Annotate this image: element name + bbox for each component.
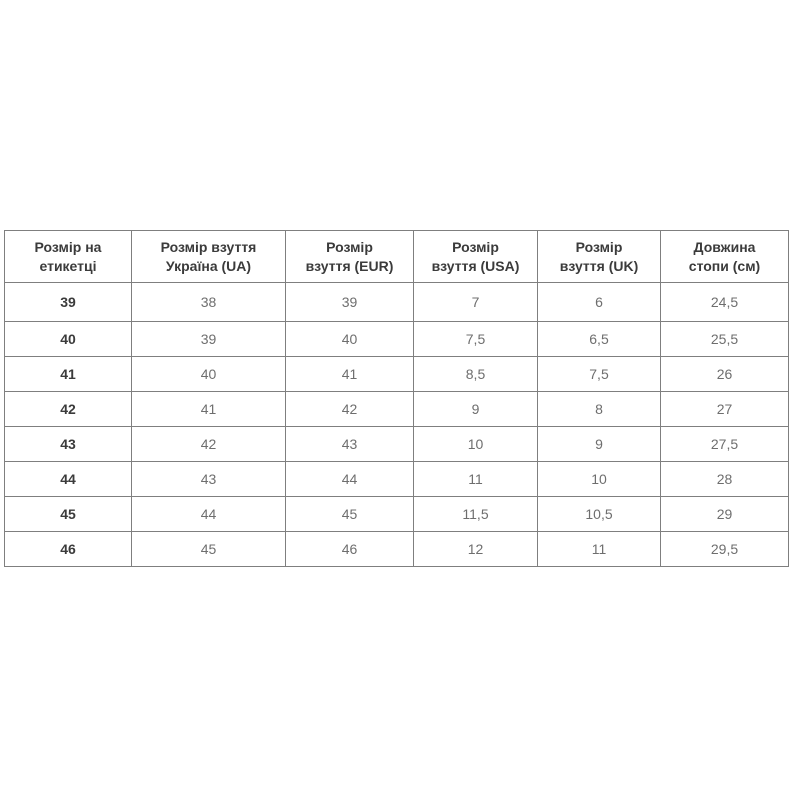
column-header-4 <box>414 231 538 283</box>
table-row <box>5 532 789 567</box>
size-value-cell: 10,5 <box>538 497 661 532</box>
label-size-cell: 39 <box>5 283 132 322</box>
size-value-cell: 44 <box>286 462 414 497</box>
table-row <box>5 283 789 322</box>
column-header-3 <box>286 231 414 283</box>
table-row <box>5 392 789 427</box>
size-value-cell: 45 <box>286 497 414 532</box>
column-header-5 <box>538 231 661 283</box>
size-value-cell: 24,5 <box>661 283 789 322</box>
column-header-line: етикетці <box>39 257 97 274</box>
size-value-cell: 12 <box>414 532 538 567</box>
column-header-line: взуття (EUR) <box>305 257 394 274</box>
size-value-cell: 7,5 <box>538 357 661 392</box>
label-size-cell: 44 <box>5 462 132 497</box>
table-row <box>5 357 789 392</box>
label-size-cell: 43 <box>5 427 132 462</box>
size-value-cell: 41 <box>132 392 286 427</box>
size-value-cell: 10 <box>414 427 538 462</box>
column-header-line: взуття (USA) <box>431 257 520 274</box>
size-value-cell: 28 <box>661 462 789 497</box>
column-header-line: стопи (см) <box>688 257 761 274</box>
column-header-line: Розмір <box>575 238 623 255</box>
size-value-cell: 42 <box>132 427 286 462</box>
table-row <box>5 322 789 357</box>
size-value-cell: 45 <box>132 532 286 567</box>
column-header-line: взуття (UK) <box>559 257 639 274</box>
table-row <box>5 462 789 497</box>
size-value-cell: 6,5 <box>538 322 661 357</box>
size-value-cell: 27,5 <box>661 427 789 462</box>
column-header-1 <box>5 231 132 283</box>
size-value-cell: 10 <box>538 462 661 497</box>
size-value-cell: 40 <box>132 357 286 392</box>
column-header-line: Розмір <box>452 238 499 255</box>
table-row <box>5 427 789 462</box>
size-value-cell: 7,5 <box>414 322 538 357</box>
label-size-cell: 42 <box>5 392 132 427</box>
size-value-cell: 26 <box>661 357 789 392</box>
size-value-cell: 7 <box>414 283 538 322</box>
column-header-line: Розмір на <box>34 238 102 255</box>
column-header-2 <box>132 231 286 283</box>
size-value-cell: 43 <box>286 427 414 462</box>
label-size-cell: 41 <box>5 357 132 392</box>
label-size-cell: 45 <box>5 497 132 532</box>
table-body <box>5 283 789 567</box>
size-value-cell: 11,5 <box>414 497 538 532</box>
column-header-6 <box>661 231 789 283</box>
size-value-cell: 25,5 <box>661 322 789 357</box>
size-value-cell: 8 <box>538 392 661 427</box>
shoe-size-conversion-table <box>4 230 789 567</box>
header-row <box>5 231 789 283</box>
size-value-cell: 11 <box>414 462 538 497</box>
size-value-cell: 40 <box>286 322 414 357</box>
size-value-cell: 43 <box>132 462 286 497</box>
size-value-cell: 11 <box>538 532 661 567</box>
size-value-cell: 38 <box>132 283 286 322</box>
size-value-cell: 27 <box>661 392 789 427</box>
size-value-cell: 46 <box>286 532 414 567</box>
size-value-cell: 29 <box>661 497 789 532</box>
size-value-cell: 29,5 <box>661 532 789 567</box>
size-value-cell: 39 <box>286 283 414 322</box>
size-value-cell: 9 <box>414 392 538 427</box>
label-size-cell: 40 <box>5 322 132 357</box>
column-header-line: Довжина <box>693 238 756 255</box>
size-value-cell: 8,5 <box>414 357 538 392</box>
size-value-cell: 39 <box>132 322 286 357</box>
size-value-cell: 42 <box>286 392 414 427</box>
table-head <box>5 231 789 283</box>
column-header-line: Розмір <box>326 238 373 255</box>
size-value-cell: 6 <box>538 283 661 322</box>
table-row <box>5 497 789 532</box>
column-header-line: Україна (UA) <box>165 257 252 274</box>
size-value-cell: 41 <box>286 357 414 392</box>
column-header-line: Розмір взуття <box>160 238 257 255</box>
label-size-cell: 46 <box>5 532 132 567</box>
size-value-cell: 44 <box>132 497 286 532</box>
size-value-cell: 9 <box>538 427 661 462</box>
